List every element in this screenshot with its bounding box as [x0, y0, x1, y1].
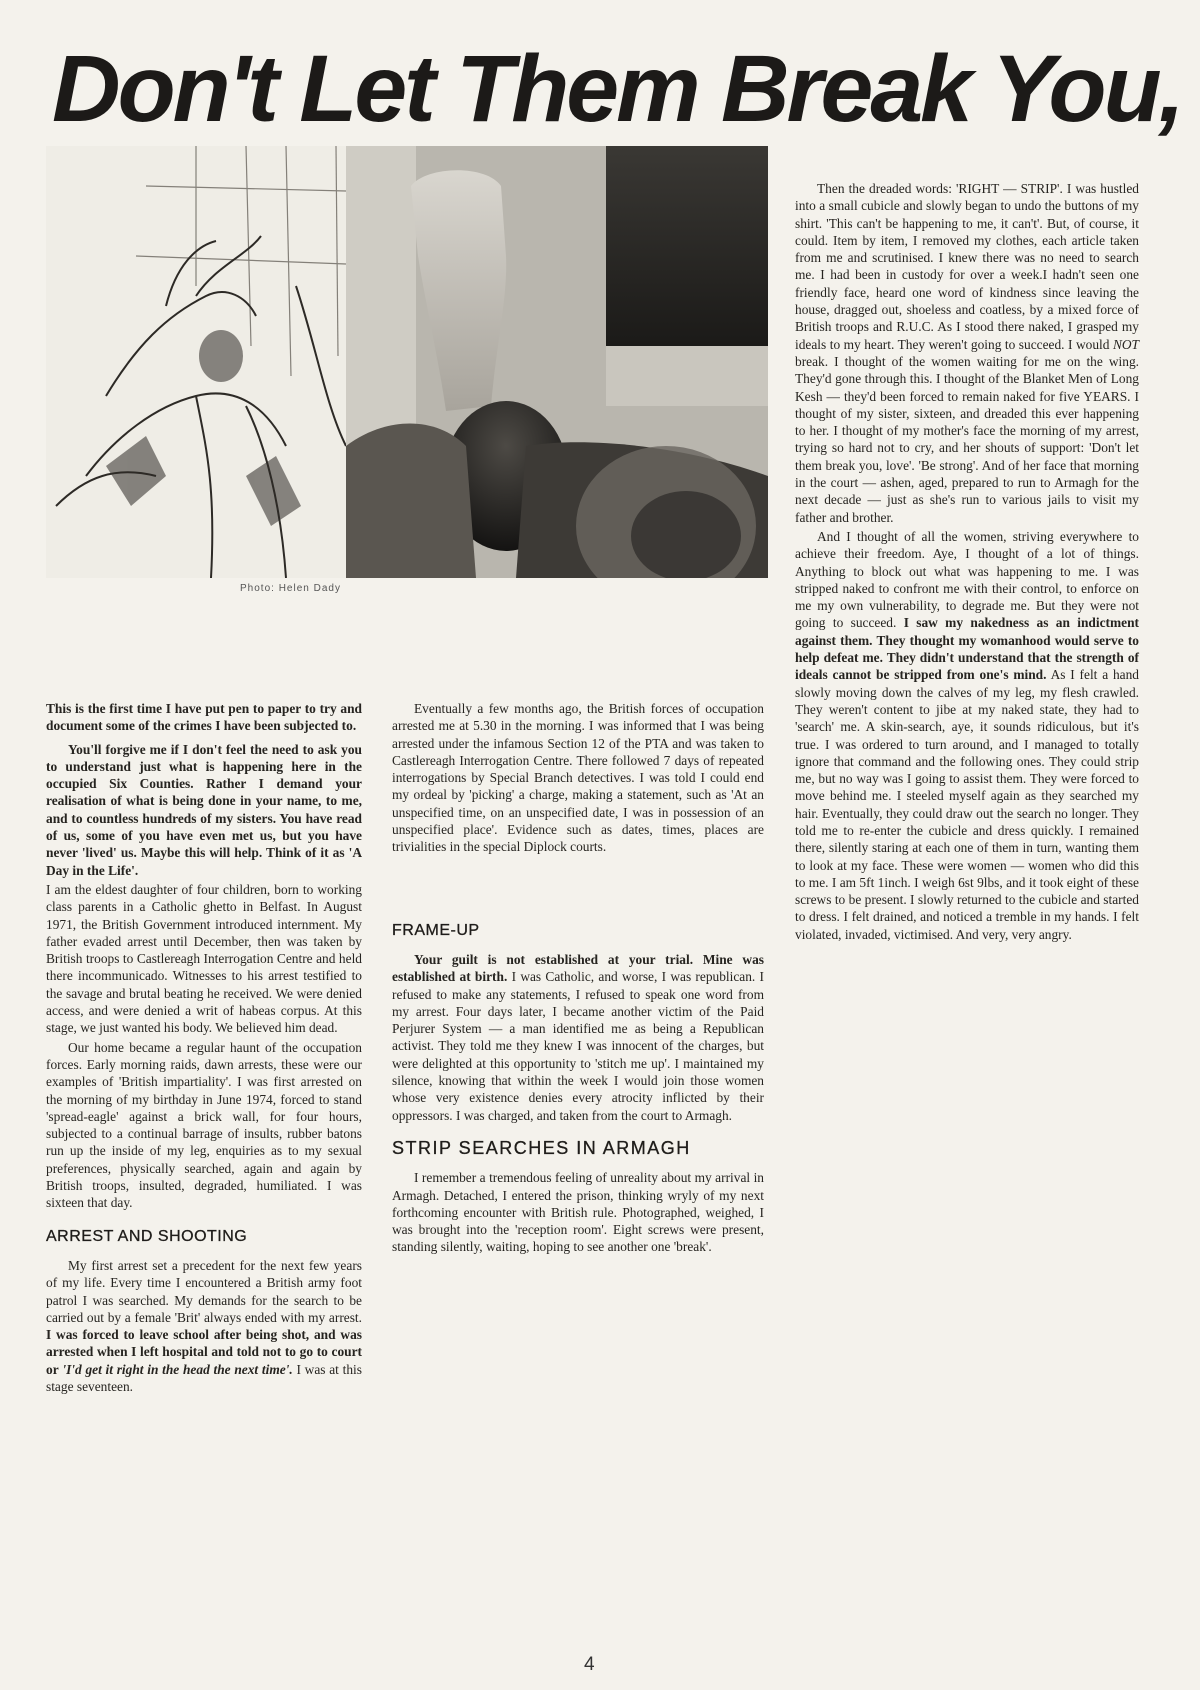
italic-word: NOT: [1112, 336, 1139, 352]
column-right: [795, 180, 1139, 945]
paragraph: [46, 1257, 362, 1395]
bold-run: I was forced to leave school after being shot, and was arrested when I left hospital and told not to go to court or: [46, 1327, 362, 1377]
intro-lead: This is the first time I have put pen to paper to try and document some of the crimes I have been subjected to.: [46, 701, 362, 734]
photo-montage-image: [46, 146, 768, 578]
text-run: I was at this stage seventeen.: [46, 1361, 362, 1394]
text-run: break. I thought of the women waiting for me on the wing. They'd gone through this. I thought of the Blanket Men of Long Kesh — they'd been forced to remain naked for five YEARS. I thought of my sister, sixteen, and dreaded this ever happening to her. I thought of my mother's face the morning of my arrest, trying so hard not to cry, and her shouts of support: 'Don't let them break you, love'. 'Be strong'. And of her face that morning in the court — ashen, aged, prepared to run to Armagh for the next decade — just as she's run to various jails to visit my father and brother.: [795, 353, 1139, 525]
intro-lead-2: You'll forgive me if I don't feel the need to ask you to understand just what is happening here in the occupied Six Counties. Rather I demand your realisation of what is being done in your name, to me, and to countless hundreds of my sisters. You have read of us, some of you have even met us, but you have never 'lived' us. Maybe this will help. Think of it as 'A Day in the Life'.: [46, 741, 362, 878]
column-left: [46, 700, 362, 1397]
text-run: I was Catholic, and worse, I was republican. I refused to make any statements, I refused to speak one word from my arrest. Four days later, I became another victim of the Paid Perjurer System — a man identified me as being a Republican activist. They told me they knew I was innocent of the charges, but were delighted at this opportunity to 'stitch me up'. I maintained my silence, knowing that within the week I would join those women whose very existence denies every atrocity inflicted by their oppressors. I was charged, and taken from the court to Armagh.: [392, 969, 765, 1123]
paragraph: I am the eldest daughter of four children, born to working class parents in a Catholic ghetto in Belfast. In August 1971, the British Government introduced internment. My father evaded arrest until December, then was taken by British troops to Castlereagh Interrogation Centre and held there incommunicado. Witnesses to his arrest testified to the savage and brutal beating he received. We were denied access, and were denied a writ of habeas corpus. At this stage, we just wanted his body. We believed him dead.: [46, 881, 362, 1036]
paragraph: Eventually a few months ago, the British forces of occupation arrested me at 5.30 in the morning. I was informed that I was being arrested under the infamous Section 12 of the PTA and was taken to Castlereagh Interrogation Centre. There followed 7 days of repeated interrogations by Special Branch detectives. I was told I could end my ordeal by 'picking' a charge, making a statement, such as 'At an unspecified time, on an unspecified date, I was in possession of an unspecified place'. Evidence such as dates, times, places are trivialities in the special Diplock courts.: [392, 701, 764, 855]
italic-quote: 'I'd get it right in the head the next time'.: [62, 1361, 293, 1377]
paragraph: [392, 951, 764, 1124]
section-heading-arrest: ARREST AND SHOOTING: [46, 1227, 248, 1245]
paragraph: I remember a tremendous feeling of unreality about my arrival in Armagh. Detached, I entered the prison, thinking wryly of my next forthcoming encounter with British rule. Photographed, weighed, I was brought into the 'reception room'. Eight screws were present, standing silently, waiting, hoping to see another one 'break'.: [392, 1170, 764, 1255]
page-number: 4: [584, 1654, 595, 1675]
section-heading-strip-searches: STRIP SEARCHES IN ARMAGH: [392, 1137, 691, 1158]
text-run: And I thought of all the women, striving everywhere to achieve their freedom. Aye, I thought of a lot of things. Anything to block out what was happening to me. I was stripped naked to confront me with their control, to enforce on me my own vulnerability, to degrade me. But they were not going to succeed.: [795, 528, 1139, 631]
text-run: As I felt a hand slowly moving down the calves of my leg, my flesh crawled. They weren't content to jibe at my naked state, they had to 'search' me. A skin-search, aye, it sounds ridiculous, but it's true. I was ordered to turn around, and I managed to totally ignore that command and the following ones. They could strip me, but no way was I going to assist them. They were forced to move behind me. I steeled myself again as they searched my hair. Eventually, they could draw out the search no longer. They told me to re-enter the cubicle and dress quickly. I remained there, silently staring at each one of them in turn, wanting them to look at my face. These were women — women who did this to me. I am 5ft 1inch. I weigh 6st 9lbs, and it took eight of these screws to be present. I slowly returned to the cubicle and started to dress. I felt drained, and noticed a tremble in my hands. I felt violated, invaded, victimised. And very, very angry.: [795, 667, 1139, 942]
section-heading-frame-up: FRAME-UP: [392, 921, 480, 939]
paragraph: [795, 528, 1139, 943]
photo-illustration: [46, 146, 768, 578]
paragraph: Our home became a regular haunt of the occupation forces. Early morning raids, dawn arrests, these were our examples of 'British impartiality'. I was first arrested on the morning of my birthday in June 1974, forced to stand 'spread-eagle' against a brick wall, for four hours, subjected to a continual barrage of insults, rubber batons run up the inside of my leg, enquiries as to my sexual preferences, physically searched, again and again by British troops, insulted, degraded, humiliated. I was sixteen that day.: [46, 1039, 362, 1211]
text-run: Then the dreaded words: 'RIGHT — STRIP'. I was hustled into a small cubicle and slowly began to undo the buttons of my shirt. 'This can't be happening to me, it can't'. But, of course, it could. Item by item, I removed my clothes, each article taken from me and scrutinised. I knew there was no need to search me. I had been in custody for over a week.I hadn't seen one friendly face, heard one word of kindness since leaving the house, dragged out, shoeless and coatless, by a mixed force of British troops and R.U.C. As I stood there naked, I grasped my ideals to my heart. They weren't going to succeed. I would: [795, 181, 1139, 352]
headline: Don't Let Them Break You,: [52, 36, 1182, 142]
paragraph: [795, 180, 1139, 526]
bold-run: Your guilt is not established at your trial. Mine was established at birth.: [392, 951, 764, 985]
photo-caption: Photo: Helen Dady: [240, 583, 341, 594]
text-run: My first arrest set a precedent for the next few years of my life. Every time I encountered a British army foot patrol I was searched. My demands for the search to be carried out by a female 'Brit' always ended with my arrest.: [46, 1257, 362, 1325]
bold-run: I saw my nakedness as an indictment against them. They thought my womanhood would serve to help defeat me. They didn't understand that the strength of ideals cannot be stripped from one's mind.: [795, 615, 1140, 683]
column-middle: [392, 700, 764, 1258]
